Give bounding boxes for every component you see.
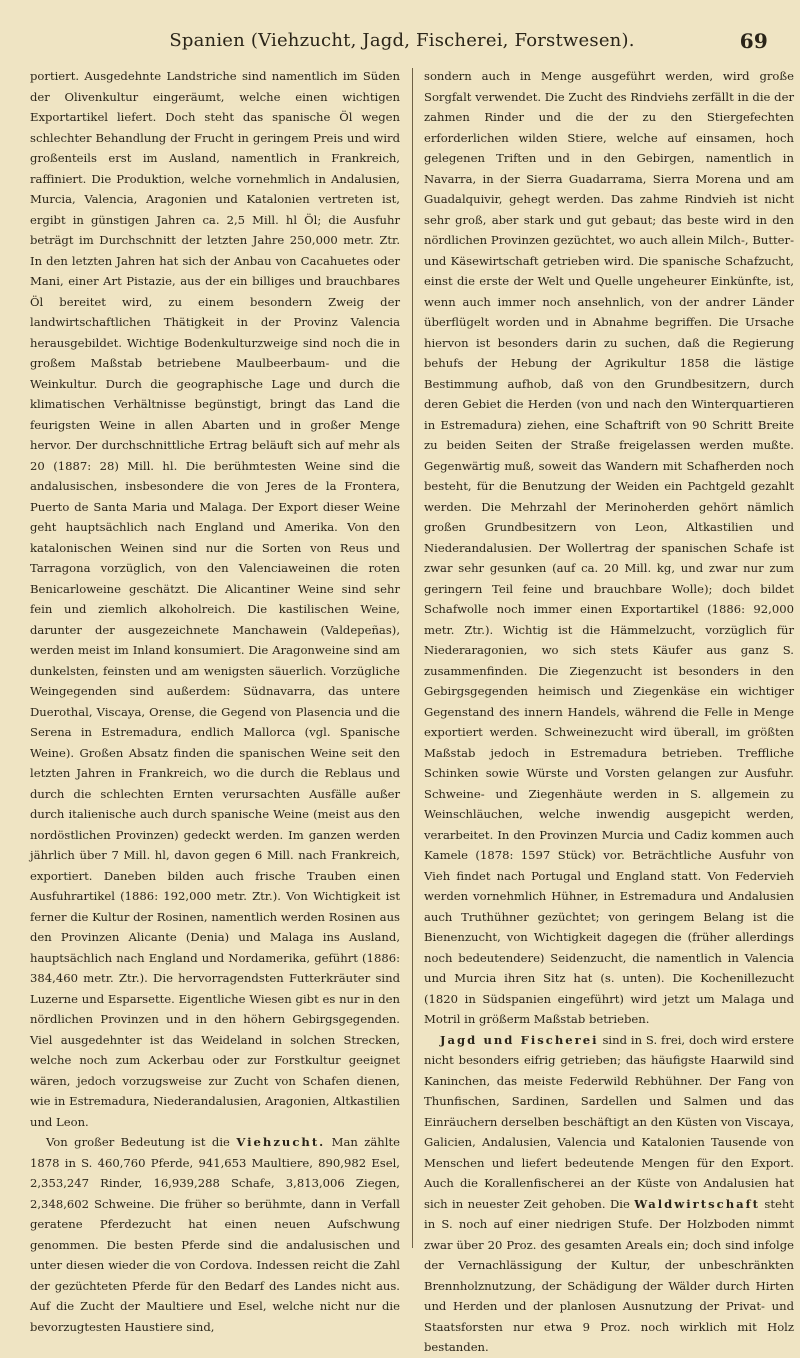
left-column: [30, 66, 400, 1358]
term-waldwirtschaft: Waldwirtschaft: [634, 1196, 760, 1211]
paragraph-crops-wine: portiert. Ausgedehnte Landstriche sind namentlich im Süden der Olivenkultur eingeräumt, welche einen wichtigen Exportartikel liefert. Doch steht das spanische Öl wegen schlechter Behandlung der Frucht in geringem Preis und wird großenteils erst im Ausland, namentlich in Frankreich, raffiniert. Die Produktion, welche vornehmlich in Andalusien, Murcia, Valencia, Aragonien und Katalonien vertreten ist, ergibt in günstigen Jahren ca. 2,5 Mill. hl Öl; die Ausfuhr beträgt im Durchschnitt der letzten Jahre 250,000 metr. Ztr. In den letzten Jahren hat sich der Anbau von Cacahuetes oder Mani, einer Art Pistazie, aus der ein billiges und brauchbares Öl bereitet wird, zu einem besondern Zweig der landwirtschaftlichen Thätigkeit in der Provinz Valencia herausgebildet. Wichtige Bodenkulturzweige sind noch die in großem Maßstab betriebene Maulbeerbaum- und die Weinkultur. Durch die geographische Lage und durch die klimatischen Verhältnisse begünstigt, bringt das Land die feurigsten Weine in allen Abarten und in großer Menge hervor. Der durchschnittliche Ertrag beläuft sich auf mehr als 20 (1887: 28) Mill. hl. Die berühmtesten Weine sind die andalusischen, insbesondere die von Jeres de la Frontera, Puerto de Santa Maria und Malaga. Der Export dieser Weine geht hauptsächlich nach England und Amerika. Von den katalonischen Weinen sind nur die Sorten von Reus und Tarragona vorzüglich, von den Valenciaweinen die roten Benicarloweine geschätzt. Die Alicantiner Weine sind sehr fein und ziemlich alkoholreich. Die kastilischen Weine, darunter der ausgezeichnete Manchawein (Valdepeñas), werden meist im Inland konsumiert. Die Aragonweine sind am dunkelsten, feinsten und am wenigsten säuerlich. Vorzügliche Weingegenden sind außerdem: Südnavarra, das untere Duerothal, Viscaya, Orense, die Gegend von Plasencia und die Serena in Estremadura, endlich Mallorca (vgl. Spanische Weine). Großen Absatz finden die spanischen Weine seit den letzten Jahren in Frankreich, wo die durch die Reblaus und durch die schlechten Ernten verursachten Ausfälle außer durch italienische auch durch spanische Weine (meist aus den nordöstlichen Provinzen) gedeckt werden. Im ganzen werden jährlich über 7 Mill. hl, davon gegen 6 Mill. nach Frankreich, exportiert. Daneben bilden auch frische Trauben einen Ausfuhrartikel (1886: 192,000 metr. Ztr.). Von Wichtigkeit ist ferner die Kultur der Rosinen, namentlich werden Rosinen aus den Provinzen Alicante (Denia) und Malaga ins Ausland, hauptsächlich nach England und Nordamerika, geführt (1886: 384,460 metr. Ztr.). Die hervorragendsten Futterkräuter sind Luzerne und Esparsette. Eigentliche Wiesen gibt es nur in den nördlichen Provinzen und in den höhern Gebirgsgegenden. Viel ausgedehnter ist das Weideland in solchen Strecken, welche noch zum Ackerbau oder zur Forstkultur geeignet wären, jedoch vorzugsweise zur Zucht von Schafen dienen, wie in Estremadura, Niederandalusien, Aragonien, Altkastilien und Leon.: [30, 69, 400, 1129]
running-header: [30, 26, 774, 56]
page-number: 69: [739, 29, 768, 53]
term-jagd-fischerei: Jagd und Fischerei: [440, 1032, 599, 1047]
paragraph-hunting-forestry: [424, 1030, 794, 1358]
paragraph-livestock-intro: Von großer Bedeutung ist die: [46, 1135, 230, 1149]
two-column-body: [30, 66, 795, 1354]
right-column: [424, 66, 794, 1358]
paragraph-forestry-text: steht in S. noch auf einer niedrigen Stufe. Der Holzboden nimmt zwar über 20 Proz. des gesamten Areals ein; doch sind infolge der Vernachlässigung der Kultur, der unbeschränkten Brennholznutzung, der Schädigung der Wälder durch Hirten und Herden und der planlosen Ausnutzung der Privat- und Staatsforsten nur etwa 9 Proz. noch wirklich mit Holz bestanden.: [424, 1196, 795, 1354]
term-viehzucht: Viehzucht.: [236, 1135, 326, 1149]
paragraph-hunting-text: sind in S. frei, doch wird erstere nicht besonders eifrig getrieben; das häufigste Haarwild sind Kaninchen, das meiste Federwild Rebhühner. Der Fang von Thunfischen, Sardinen, Sardellen und Salmen und das Einräuchern derselben beschäftigt an den Küsten von Viscaya, Galicien, Andalusien, Valencia und Katalonien Tausende von Menschen und liefert bedeutende Mengen für den Export. Auch die Korallenfischerei an der Küste von Andalusien hat sich in neuester Zeit gehoben. Die: [424, 1032, 794, 1211]
running-title: Spanien (Viehzucht, Jagd, Fischerei, Forstwesen).: [169, 30, 635, 51]
paragraph-livestock-text: Man zählte 1878 in S. 460,760 Pferde, 941,653 Maultiere, 890,982 Esel, 2,353,247 Rinder, 16,939,288 Schafe, 3,813,006 Ziegen, 2,348,602 Schweine. Die früher so berühmte, dann in Verfall geratene Pferdezucht hat einen neuen Aufschwung genommen. Die besten Pferde sind die andalusischen und unter diesen wieder die von Cordova. Indessen reicht die Zahl der gezüchteten Pferde für den Bedarf des Landes nicht aus. Auf die Zucht der Maultiere und Esel, welche nicht nur die bevorzugtesten Haustiere sind,: [30, 1135, 400, 1334]
paragraph-cattle-sheep: sondern auch in Menge ausgeführt werden, wird große Sorgfalt verwendet. Die Zucht des Rindviehs zerfällt in die der zahmen Rinder und die der zu den Stiergefechten erforderlichen wilden Stiere, welche auf einsamen, hoch gelegenen Triften und in den Gebirgen, namentlich in Navarra, in der Sierra Guadarrama, Sierra Morena und am Guadalquivir, gehegt werden. Das zahme Rindvieh ist nicht sehr groß, aber stark und gut gebaut; das beste wird in den nördlichen Provinzen gezüchtet, wo auch allein Milch-, Butter- und Käsewirtschaft getrieben wird. Die spanische Schafzucht, einst die erste der Welt und Quelle ungeheurer Einkünfte, ist, wenn auch immer noch ansehnlich, von der andrer Länder überflügelt worden und in Abnahme begriffen. Die Ursache hiervon ist besonders darin zu suchen, daß die Regierung behufs der Hebung der Agrikultur 1858 die lästige Bestimmung aufhob, daß von den Grundbesitzern, durch deren Gebiet die Herden (von und nach den Winterquartieren in Estremadura) ziehen, eine Schaftrift von 90 Schritt Breite zu beiden Seiten der Straße freigelassen werden mußte. Gegenwärtig muß, soweit das Wandern mit Schafherden noch besteht, für die Benutzung der Weiden ein Pachtgeld gezahlt werden. Die Mehrzahl der Merinoherden gehört nämlich großen Grundbesitzern von Leon, Altkastilien und Niederandalusien. Der Wollertrag der spanischen Schafe ist zwar sehr gesunken (auf ca. 20 Mill. kg, und zwar nur zum geringern Teil feine und brauchbare Wolle); doch bildet Schafwolle noch immer einen Exportartikel (1886: 92,000 metr. Ztr.). Wichtig ist die Hämmelzucht, vorzüglich für Niederaragonien, wo sich stets Käufer aus ganz S. zusammenfinden. Die Ziegenzucht ist besonders in den Gebirgsgegenden heimisch und Ziegenkäse ein wichtiger Gegenstand des innern Handels, während die Felle in Menge exportiert werden. Schweinezucht wird überall, im größten Maßstab jedoch in Estremadura betrieben. Treffliche Schinken sowie Würste und Vorsten gelangen zur Ausfuhr. Schweine- und Ziegenhäute werden in S. allgemein zu Weinschläuchen, welche inwendig ausgepicht werden, verarbeitet. In den Provinzen Murcia und Cadiz kommen auch Kamele (1878: 1597 Stück) vor. Beträchtliche Ausfuhr von Vieh findet nach Portugal und England statt. Von Federvieh werden vornehmlich Hühner, in Estremadura und Andalusien auch Truthühner gezüchtet; von geringem Belang ist die Bienenzucht, von Wichtigkeit dagegen die (früher allerdings noch bedeutendere) Seidenzucht, die namentlich in Valencia und Murcia ihren Sitz hat (s. unten). Die Kochenillezucht (1820 in Südspanien eingeführt) wird jetzt um Malaga und Motril in größerm Maßstab betrieben.: [424, 69, 794, 1026]
paragraph-livestock: [30, 1132, 400, 1337]
